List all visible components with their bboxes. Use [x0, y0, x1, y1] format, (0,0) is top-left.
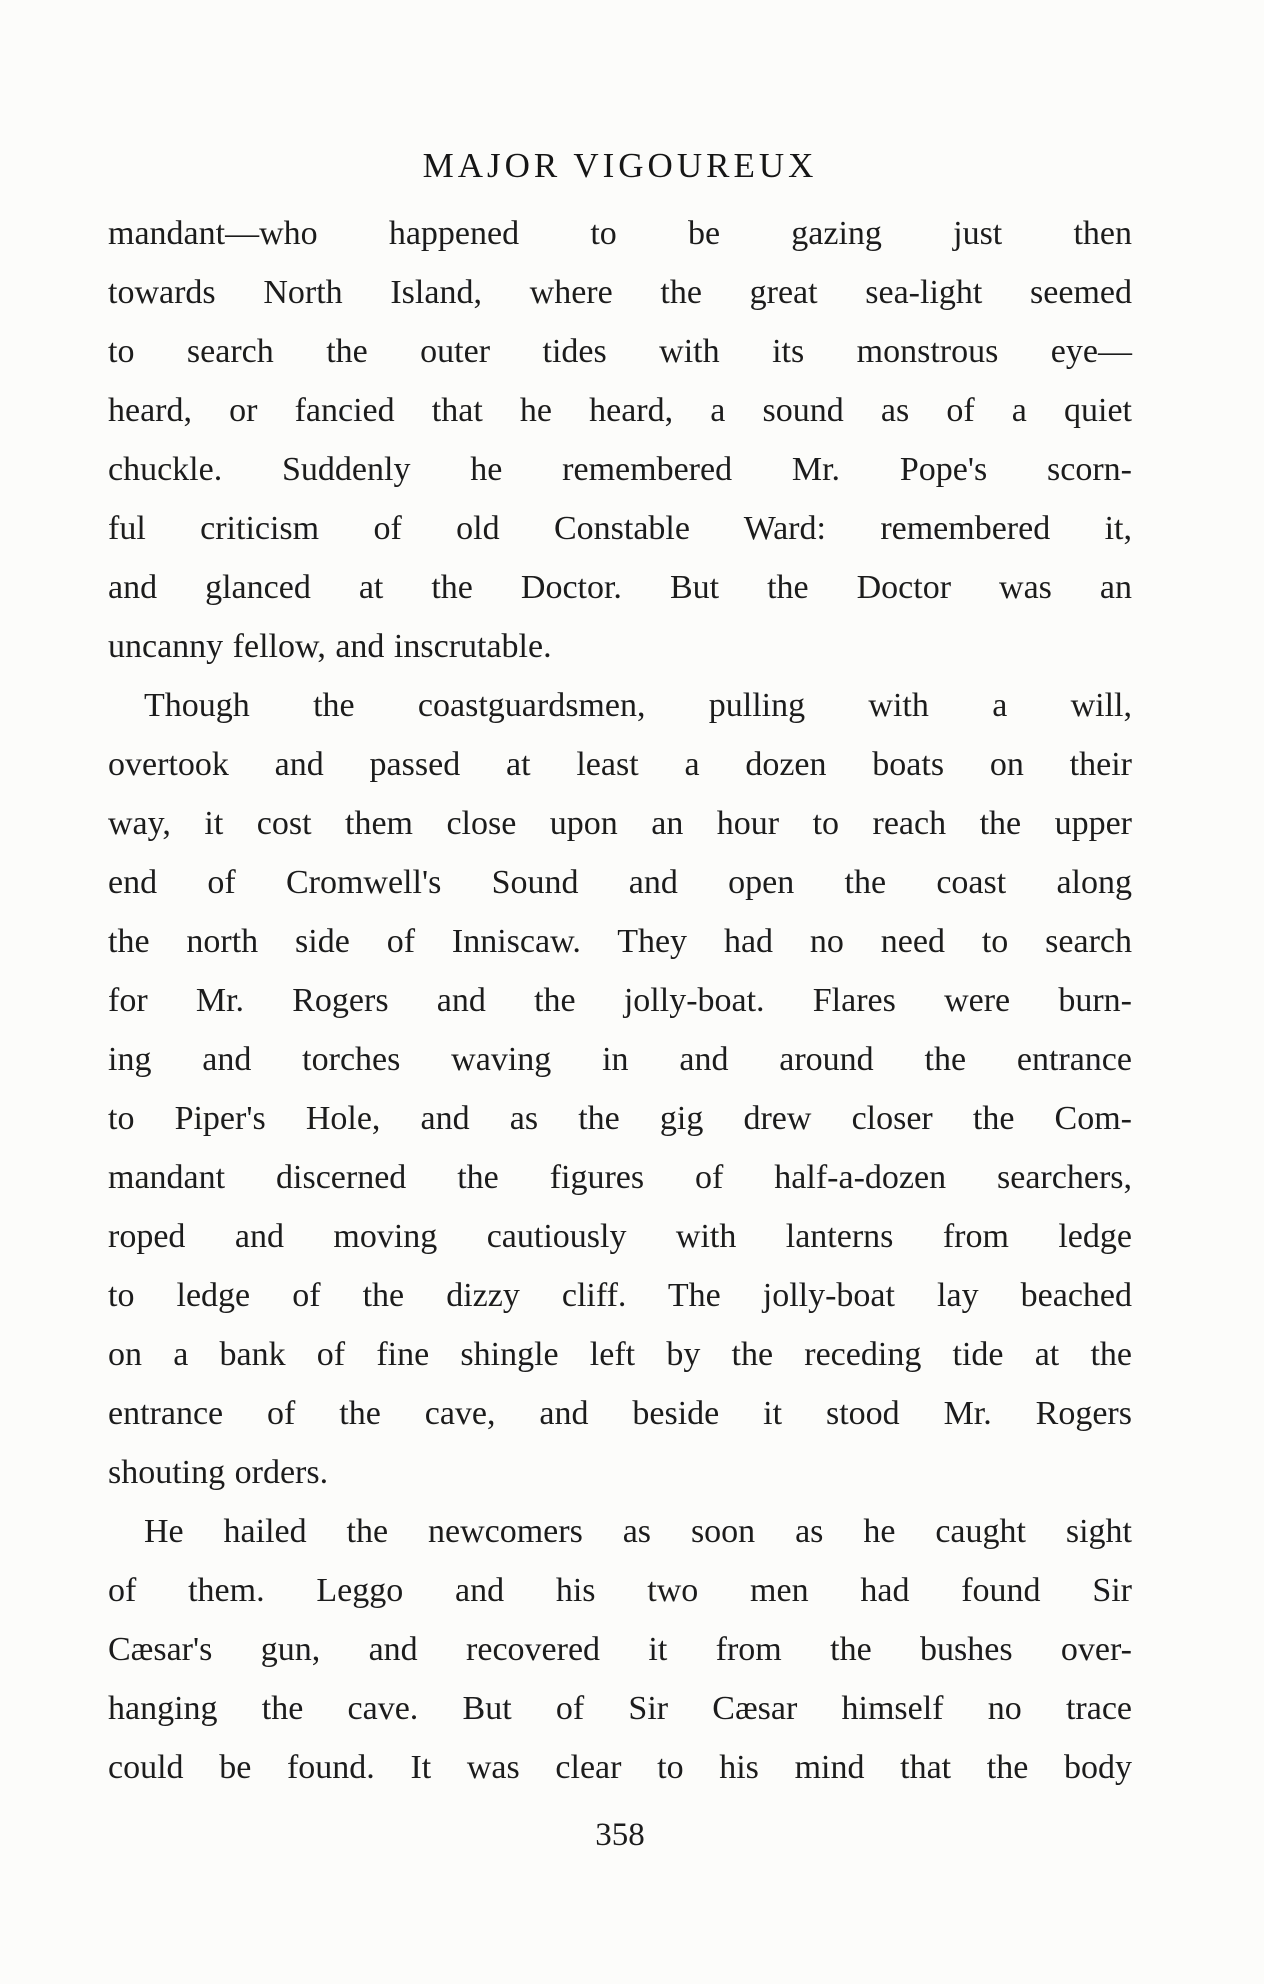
text-line: to ledge of the dizzy cliff. The jolly-boat lay beached [108, 1277, 1132, 1314]
paragraph-3 [108, 1502, 1132, 1797]
text-line: overtook and passed at least a dozen boats on their [108, 746, 1132, 783]
text-line: for Mr. Rogers and the jolly-boat. Flares were burn- [108, 982, 1132, 1019]
text-line: end of Cromwell's Sound and open the coast along [108, 864, 1132, 901]
text-line: ing and torches waving in and around the entrance [108, 1041, 1132, 1078]
text-line: ful criticism of old Constable Ward: remembered it, [108, 510, 1132, 547]
text-line: entrance of the cave, and beside it stood Mr. Rogers [108, 1395, 1132, 1432]
text-line: uncanny fellow, and inscrutable. [108, 628, 552, 665]
text-line: the north side of Inniscaw. They had no need to search [108, 923, 1132, 960]
text-line: mandant—who happened to be gazing just then [108, 215, 1132, 252]
text-line: roped and moving cautiously with lanterns from ledge [108, 1218, 1132, 1255]
text-line: on a bank of fine shingle left by the receding tide at the [108, 1336, 1132, 1373]
text-line: could be found. It was clear to his mind that the body [108, 1749, 1132, 1786]
text-line: of them. Leggo and his two men had found Sir [108, 1572, 1132, 1609]
text-line: to search the outer tides with its monstrous eye— [108, 333, 1132, 370]
text-line: Cæsar's gun, and recovered it from the bushes over- [108, 1631, 1132, 1668]
text-line: hanging the cave. But of Sir Cæsar himself no trace [108, 1690, 1132, 1727]
text-line: towards North Island, where the great sea-light seemed [108, 274, 1132, 311]
paragraph-2 [108, 676, 1132, 1502]
text-line: shouting orders. [108, 1454, 329, 1491]
text-line: He hailed the newcomers as soon as he caught sight [144, 1513, 1132, 1550]
page-number: 358 [595, 1817, 645, 1853]
text-line: mandant discerned the figures of half-a-dozen searchers, [108, 1159, 1132, 1196]
running-header: MAJOR VIGOUREUX [422, 146, 818, 185]
text-line: to Piper's Hole, and as the gig drew closer the Com- [108, 1100, 1132, 1137]
text-line: heard, or fancied that he heard, a sound as of a quiet [108, 392, 1132, 429]
text-block [108, 142, 1132, 1857]
text-line: and glanced at the Doctor. But the Doctor was an [108, 569, 1132, 606]
paragraph-1 [108, 204, 1132, 676]
text-line: chuckle. Suddenly he remembered Mr. Pope's scorn- [108, 451, 1132, 488]
text-line: way, it cost them close upon an hour to reach the upper [108, 805, 1132, 842]
text-line: Though the coastguardsmen, pulling with a will, [144, 687, 1132, 724]
